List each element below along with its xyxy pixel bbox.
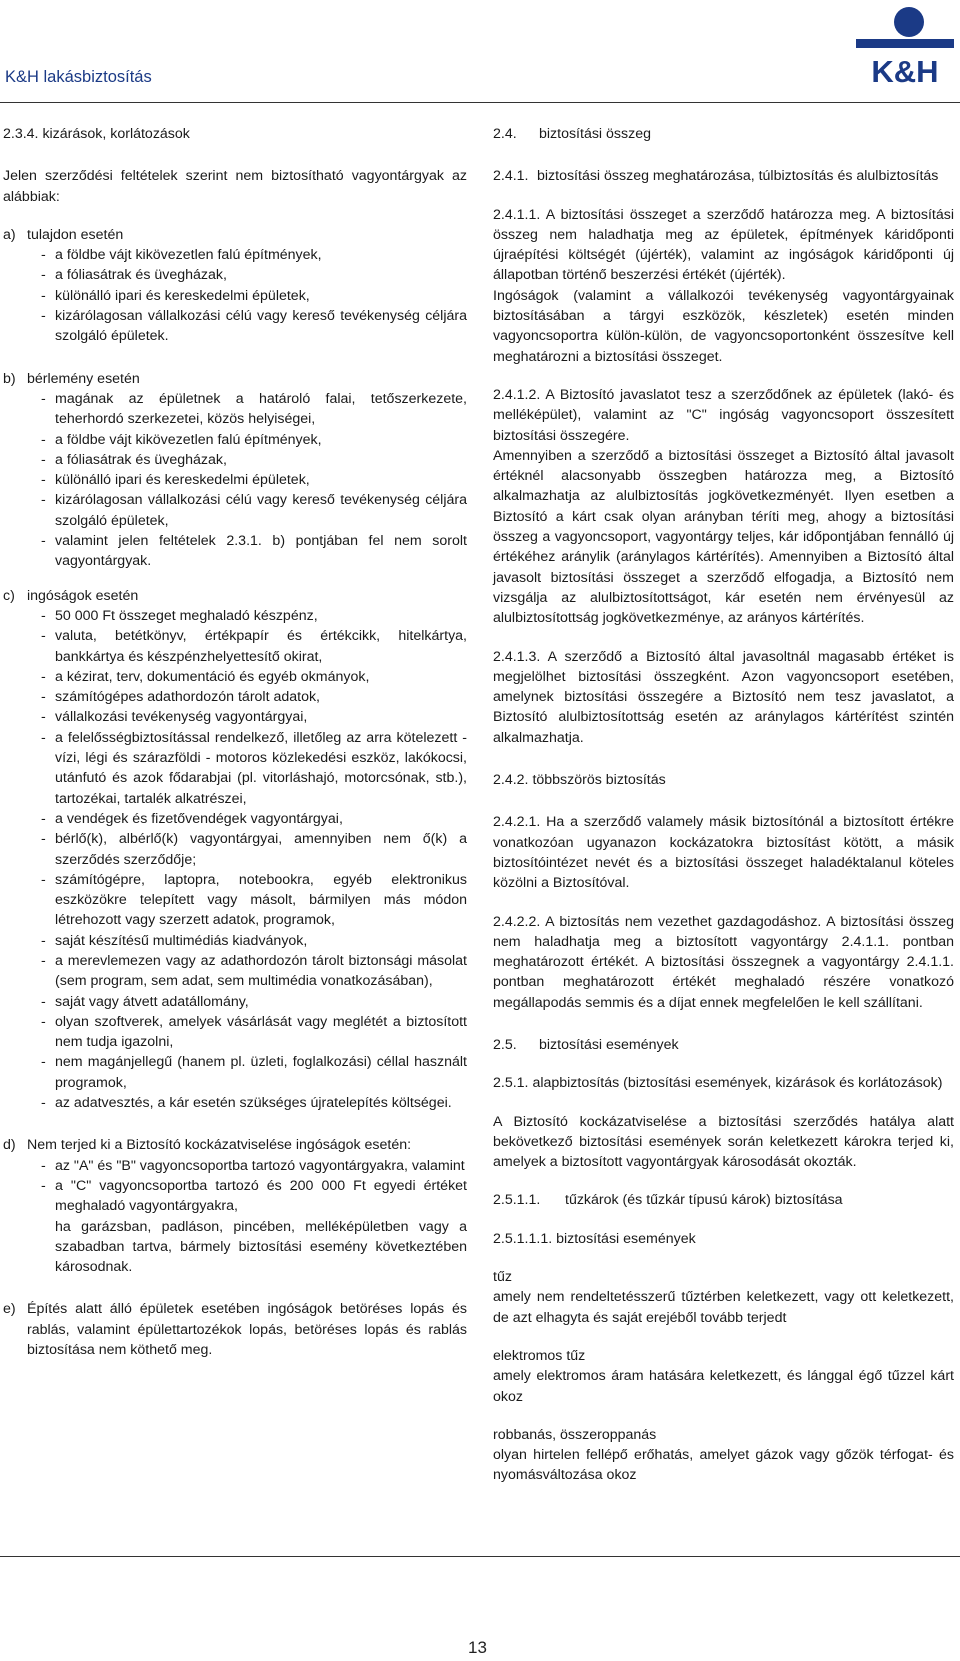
section-2-4-number: 2.4. — [493, 126, 517, 142]
list-item: - különálló ipari és kereskedelmi épületek, — [55, 286, 467, 306]
list-item: - olyan szoftverek, amelyek vásárlását vagy meglétét a biztosított nem tudja igazolni, — [55, 1012, 467, 1053]
group-c-list — [3, 606, 467, 1113]
section-2-4-2-title: 2.4.2. többszörös biztosítás — [493, 772, 666, 789]
term-definition: amely nem rendeltetésszerű tűztérben keletkezett, vagy ott keletkezett, de azt elhagyta és saját erejéből tovább terjedt — [493, 1289, 954, 1326]
group-c — [3, 586, 467, 1114]
group-c-letter: c) — [3, 587, 15, 604]
group-e-letter: e) — [3, 1301, 16, 1318]
term-title: elektromos tűz — [493, 1347, 586, 1364]
group-b — [3, 369, 467, 572]
section-2-5-title: biztosítási események — [539, 1036, 679, 1053]
section-2-5-1-1-heading — [493, 1190, 954, 1210]
list-item: - nem magánjellegű (hanem pl. üzleti, foglalkozási) céllal használt programok, — [55, 1052, 467, 1093]
term-explosion — [493, 1425, 954, 1486]
list-item: - kizárólagosan vállalkozási célú vagy kereső tevékenység céljára szolgáló épületek, — [55, 490, 467, 531]
paragraph-2-4-2-2: 2.4.2.2. A biztosítás nem vezethet gazdagodáshoz. A biztosítási összeg nem haladhatja meg a biztosított vagyontárgy 2.4.1.1. pontban meghatározott értékét. A biztosítási összegnek a vagyontárgy 2.4.1.1. pontban meghatározott értékét meghaladó részére vonatkozó megállapodás semmis és a díjat ennek megfelelően le kell szállítani. — [493, 913, 954, 1011]
term-definition: amely elektromos áram hatására keletkezett, és lánggal égő tűzzel kárt okoz — [493, 1368, 954, 1405]
list-item: - valamint jelen feltételek 2.3.1. b) pontjában fel nem sorolt vagyontárgyak. — [55, 531, 467, 572]
list-item: - kizárólagosan vállalkozási célú vagy kereső tevékenység céljára szolgáló épületek. — [55, 306, 467, 347]
list-item: - a kézirat, terv, dokumentáció és egyéb okmányok, — [55, 667, 467, 687]
right-column — [493, 124, 954, 1486]
group-b-letter: b) — [3, 370, 16, 387]
section-2-4-heading — [493, 124, 954, 144]
group-a-letter: a) — [3, 226, 16, 243]
term-title: tűz — [493, 1269, 512, 1286]
left-column — [3, 124, 467, 1360]
list-item: - a merevlemezen vagy az adathordozón tárolt biztonsági másolat (sem program, sem adat, sem multimédia vonatkozásában), — [55, 951, 467, 992]
section-2-4-1-number: 2.4.1. — [493, 168, 529, 185]
term-electric-fire — [493, 1346, 954, 1407]
group-b-list — [3, 389, 467, 572]
list-item: - a felelősségbiztosítással rendelkező, illetőleg az arra kötelezett - vízi, légi és szárazföldi - motoros közlekedési eszköz, lakókocsi, utánfutó és azok fődarabjai (pl. vitorláshajó, motorcsónak, stb.), tartozékai, tartalék alkatrészei, — [55, 728, 467, 809]
header-divider — [0, 102, 960, 103]
group-c-title: ingóságok esetén — [27, 587, 139, 604]
paragraph-2-5-1: A Biztosító kockázatviselése a biztosítási szerződés hatálya alatt bekövetkező biztosítási események során keletkezett károkra terjed ki, amelyek a biztosított vagyontárgyak károsodását okozták. — [493, 1113, 954, 1171]
group-a-title: tulajdon esetén — [27, 226, 124, 243]
section-2-5-1-title: 2.5.1. alapbiztosítás (biztosítási események, kizárások és korlátozások) — [493, 1075, 943, 1092]
group-d — [3, 1135, 467, 1277]
list-item: - a "C" vagyoncsoportba tartozó és 200 000 Ft egyedi értéket meghaladó vagyontárgyakra, — [55, 1176, 467, 1217]
list-item: - a földbe vájt kikövezetlen falú építmények, — [55, 245, 467, 265]
paragraph-2-4-1-2-continued: Amennyiben a szerződő a biztosítási összeget a Biztosító által javasolt értéknél alacsonyabb összegben határozza meg, a Biztosító alkalmazhatja az alulbiztosítás jogkövetkezményét. Ilyen esetben a Biztosító a kárt csak olyan arányban téríti meg, ahogy a biztosítási összeg a vagyoncsoport, vagyontárgy teljes, kár időpontjában fennálló új értékéhez aránylik (aránylagos kártérítés). Amennyiben a Biztosító által javasolt biztosítási összeget a szerződő elfogadja, a Biztosító nem vizsgálja az alulbiztosítottságot, kár esetén nem érvényesül az alulbiztosítottság jogkövetkezménye, az arányos kártérítés. — [493, 447, 954, 627]
list-item: - saját készítésű multimédiás kiadványok, — [55, 931, 467, 951]
paragraph-2-4-2-1: 2.4.2.1. Ha a szerződő valamely másik biztosítónál a biztosított értékre vonatkozóan ugyanazon kockázatokra biztosítást kötött, a másik biztosítóintézet nevét és a biztosítási összeget haladéktalanul köteles közölni a Biztosítóval. — [493, 814, 954, 892]
group-a — [3, 225, 467, 347]
section-2-5-1-1-1-title: 2.5.1.1.1. biztosítási események — [493, 1230, 696, 1247]
section-title-exclusions: 2.3.4. kizárások, korlátozások — [3, 126, 190, 142]
paragraph-2-4-1-1: 2.4.1.1. A biztosítási összeget a szerződő határozza meg. A biztosítási összeg nem haladhatja meg az épületek, építmények káridőponti újraépítési költségét (újérték), valamint az ingóságok káridőponti új állapotban történő beszerzési értékét (újérték). — [493, 206, 954, 284]
group-d-letter: d) — [3, 1137, 16, 1154]
paragraph-2-4-1-2: 2.4.1.2. A Biztosító javaslatot tesz a szerződőnek az épületek (lakó- és melléképület), valamint az "C" ingóság vagyoncsoport összesített biztosítási összegére. — [493, 386, 954, 444]
list-item: - a fóliasátrak és üvegházak, — [55, 450, 467, 470]
section-2-5-number: 2.5. — [493, 1036, 517, 1053]
list-item: - bérlő(k), albérlő(k) vagyontárgyai, amennyiben nem ő(k) a szerződés szerződője; — [55, 829, 467, 870]
term-fire — [493, 1267, 954, 1328]
page-number: 13 — [468, 1638, 487, 1657]
list-item: - a fóliasátrak és üvegházak, — [55, 265, 467, 285]
list-item: - a vendégek és fizetővendégek vagyontárgyai, — [55, 809, 467, 829]
list-item: - vállalkozási tevékenység vagyontárgyai, — [55, 707, 467, 727]
group-a-list — [3, 245, 467, 346]
list-item: - az adatvesztés, a kár esetén szükséges újratelepítés költségei. — [55, 1093, 467, 1113]
group-e — [3, 1299, 467, 1360]
term-title: robbanás, összeroppanás — [493, 1426, 657, 1443]
group-e-text: Építés alatt álló épületek esetében ingóságok betöréses lopás és rablás, valamint épülettartozékok lopás, betöréses lopás és rablás biztosítása nem köthető meg. — [27, 1301, 467, 1359]
section-2-4-title: biztosítási összeg — [539, 126, 651, 142]
list-item: - számítógépes adathordozón tárolt adatok, — [55, 687, 467, 707]
logo-text: K&H — [871, 54, 939, 86]
list-item: - az "A" és "B" vagyoncsoportba tartozó vagyontárgyakra, valamint — [55, 1156, 467, 1176]
list-item: - magának az épületnek a határoló falai, tetőszerkezete, teherhordó szerkezetei, közös helyiségei, — [55, 389, 467, 430]
group-d-title: Nem terjed ki a Biztosító kockázatviselése ingóságok esetén: — [27, 1137, 412, 1154]
section-2-5-heading — [493, 1035, 954, 1055]
section-2-4-1-title: biztosítási összeg meghatározása, túlbiztosítás és alulbiztosítás — [537, 168, 939, 185]
section-2-5-1-1-title: tűzkárok (és tűzkár típusú károk) biztosítása — [565, 1192, 843, 1209]
section-2-4-1-heading — [493, 166, 954, 186]
kh-logo — [852, 6, 956, 86]
list-item: - a földbe vájt kikövezetlen falú építmények, — [55, 430, 467, 450]
document-header-title: K&H lakásbiztosítás — [5, 68, 152, 86]
list-item: - különálló ipari és kereskedelmi épületek, — [55, 470, 467, 490]
list-item: - valuta, betétkönyv, értékpapír és értékcikk, hitelkártya, bankkártya és készpénzhelyettesítő okirat, — [55, 626, 467, 667]
paragraph-2-4-1-3: 2.4.1.3. A szerződő a Biztosító által javasoltnál magasabb értéket is megjelölhet biztosítási összegként. Azon vagyoncsoport esetében, amelynek biztosítási összegére a Biztosító nem tesz javaslatot, a Biztosító alulbiztosítottság esetén az aránylagos kártérítést szintén alkalmazhatja. — [493, 648, 954, 746]
group-b-title: bérlemény esetén — [27, 370, 140, 387]
group-d-tail: ha garázsban, padláson, pincében, melléképületben vagy a szabadban tartva, bármely biztosítási esemény következtében károsodnak. — [55, 1218, 467, 1276]
list-item: - saját vagy átvett adatállomány, — [55, 992, 467, 1012]
exclusions-intro: Jelen szerződési feltételek szerint nem biztosítható vagyontárgyak az alábbiak: — [3, 168, 467, 205]
group-d-list — [3, 1156, 467, 1217]
footer-divider — [0, 1556, 960, 1557]
paragraph-2-4-1-1-continued: Ingóságok (valamint a vállalkozói tevékenység vagyontárgyainak biztosításában a tárgyi eszközök, készletek) esetén minden vagyoncsoportra külön-külön, de vagyoncsoportonként összesítve kell meghatározni a biztosítási összeget. — [493, 287, 954, 365]
term-definition: olyan hirtelen fellépő erőhatás, amelyet gázok vagy gőzök térfogat- és nyomásváltozása okoz — [493, 1447, 954, 1484]
section-2-5-1-1-number: 2.5.1.1. — [493, 1192, 541, 1209]
list-item: - 50 000 Ft összeget meghaladó készpénz, — [55, 606, 467, 626]
list-item: - számítógépre, laptopra, notebookra, egyéb elektronikus eszközökre telepített vagy másolt, bármilyen más módon létrehozott vagy szerzett adatok, programok, — [55, 870, 467, 931]
